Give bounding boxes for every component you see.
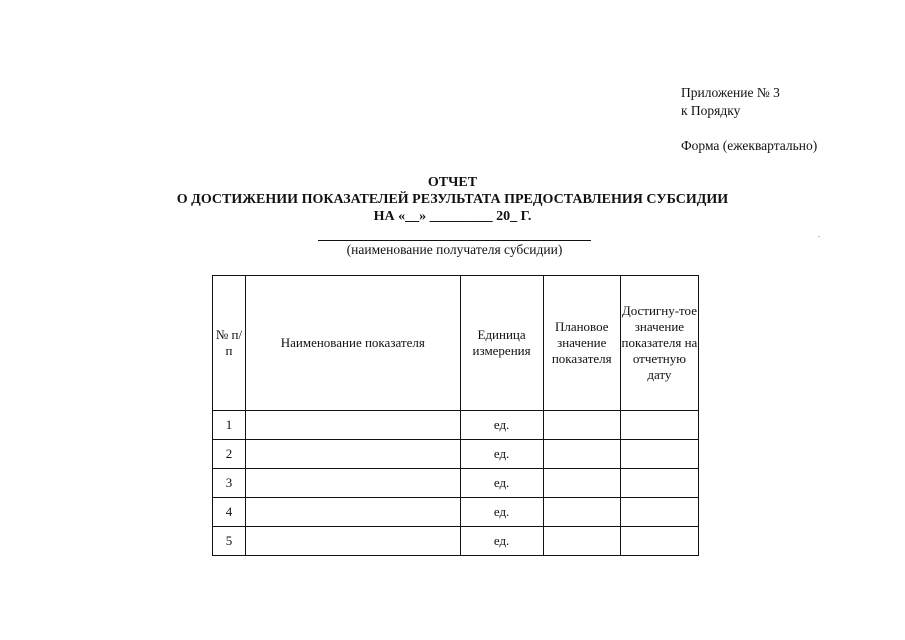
table-row [213,527,699,556]
title-line-1: ОТЧЕТ [427,175,478,190]
plan-value-cell [543,440,620,469]
header-num: № п/п [213,276,246,411]
appendix-order: к Порядку [681,103,741,118]
actual-value-cell [620,440,698,469]
table-row [213,440,699,469]
unit-cell: ед. [460,527,543,556]
indicator-name-cell [246,411,460,440]
row-number: 5 [213,527,246,556]
indicator-name-cell [246,498,460,527]
title-line-2: О ДОСТИЖЕНИИ ПОКАЗАТЕЛЕЙ РЕЗУЛЬТАТА ПРЕДОСТАВЛЕНИЯ СУБСИДИИ [176,192,729,207]
unit-cell: ед. [460,469,543,498]
indicator-name-cell [246,527,460,556]
row-number: 2 [213,440,246,469]
plan-value-cell [543,527,620,556]
header-actual-value: Достигну-тое значение показателя на отчетную дату [620,276,698,411]
header-unit: Единица измерения [460,276,543,411]
header-indicator-name: Наименование показателя [246,276,460,411]
table-row [213,469,699,498]
indicator-name-cell [246,440,460,469]
unit-cell: ед. [460,440,543,469]
row-number: 3 [213,469,246,498]
plan-value-cell [543,498,620,527]
scan-speck [818,236,820,237]
unit-cell: ед. [460,411,543,440]
actual-value-cell [620,498,698,527]
row-number: 4 [213,498,246,527]
header-plan-value: Плановое значение показателя [543,276,620,411]
actual-value-cell [620,411,698,440]
appendix-number: Приложение № 3 [681,85,780,100]
actual-value-cell [620,527,698,556]
indicator-name-cell [246,469,460,498]
title-line-3: НА «__» _________ 20_ Г. [373,209,532,224]
report-title [0,174,905,225]
plan-value-cell [543,469,620,498]
appendix-reference [681,84,780,120]
recipient-name-line [318,240,591,241]
unit-cell: ед. [460,498,543,527]
table-row [213,498,699,527]
plan-value-cell [543,411,620,440]
table-row [213,411,699,440]
indicators-table [212,275,699,556]
form-periodicity: Форма (ежеквартально) [681,138,818,153]
row-number: 1 [213,411,246,440]
actual-value-cell [620,469,698,498]
recipient-caption: (наименование получателя субсидии) [346,242,563,257]
table-header-row [213,276,699,411]
